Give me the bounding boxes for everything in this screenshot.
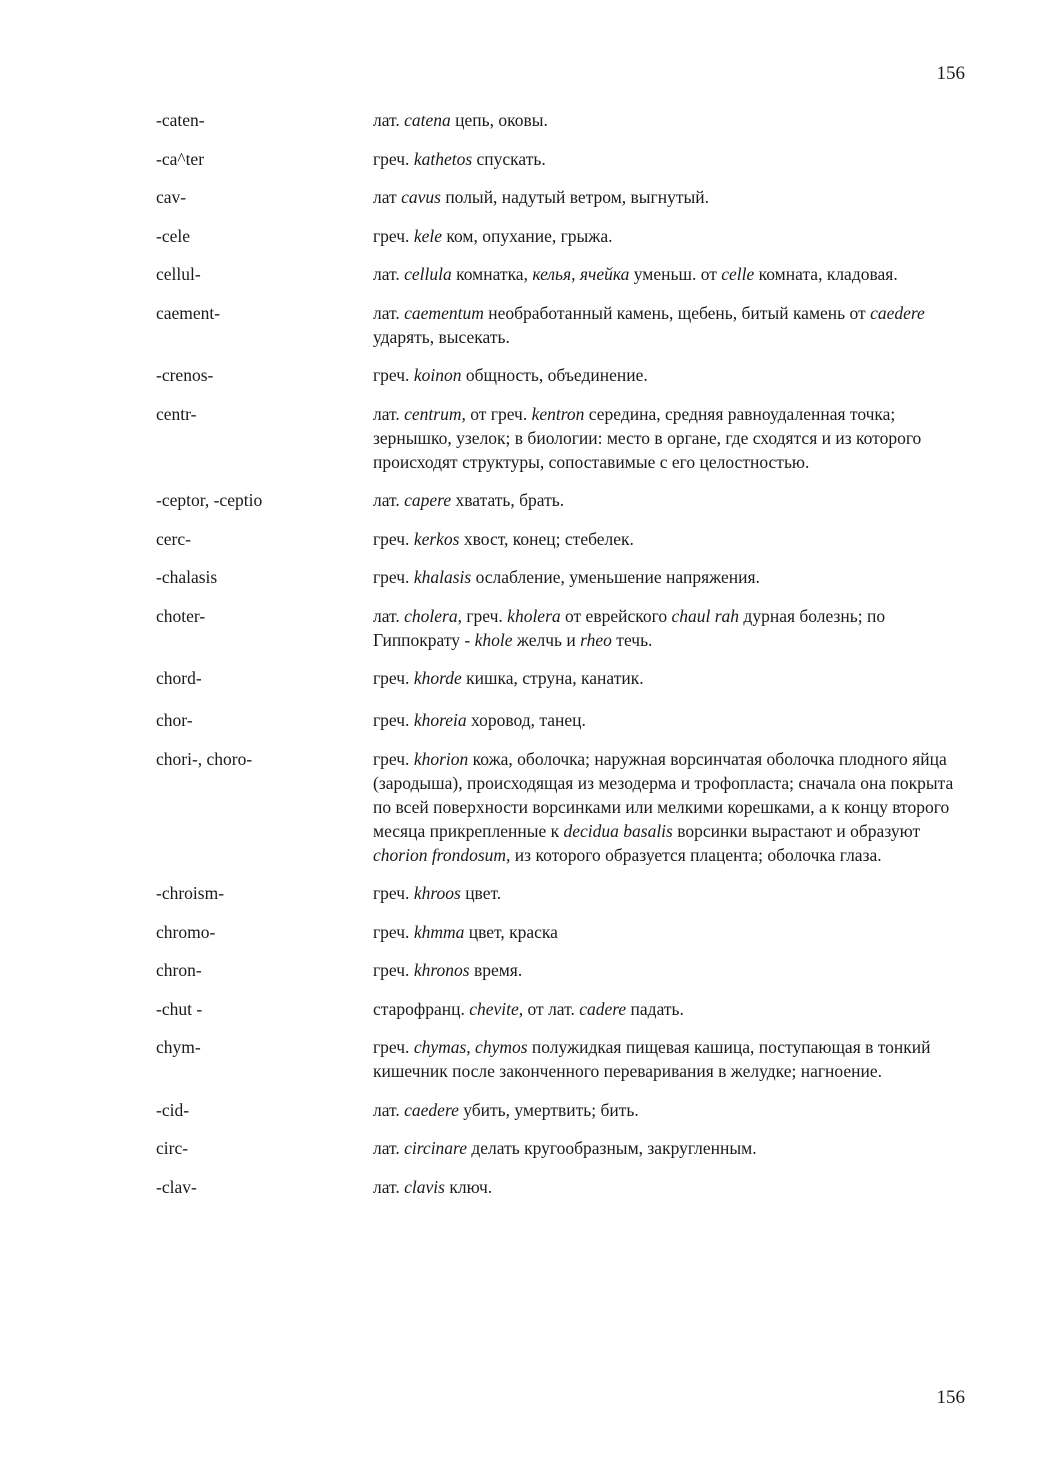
entry-term: -caten-	[156, 110, 205, 130]
entry-term: caement-	[156, 302, 221, 323]
glossary-list	[156, 108, 966, 1213]
definition-text-segment: греч.	[373, 528, 414, 549]
entry-term: cav-	[156, 187, 187, 207]
entry-definition	[373, 108, 966, 132]
glossary-entry	[156, 363, 966, 387]
definition-italic-segment: chymas,	[413, 1037, 471, 1057]
glossary-entry	[156, 224, 966, 248]
definition-italic-segment: cadere	[579, 998, 627, 1019]
definition-text-segment: уменьш. от	[629, 264, 722, 284]
entry-definition	[373, 958, 966, 982]
definition-italic-segment: koinon	[413, 365, 462, 385]
entry-definition	[373, 1175, 966, 1199]
definition-text-segment: ком, опухание, грыжа.	[441, 225, 613, 246]
entry-term: choter-	[156, 605, 206, 626]
definition-italic-segment: khoreia	[413, 710, 467, 730]
definition-text-segment: греч.	[373, 1037, 414, 1057]
definition-text-segment: общность, объединение.	[461, 365, 648, 385]
entry-definition	[373, 997, 966, 1021]
definition-italic-segment: chorion frondosum,	[373, 844, 511, 865]
entry-definition	[373, 747, 966, 867]
definition-text-segment: течь.	[611, 629, 653, 650]
definition-italic-segment: khmma	[413, 921, 465, 942]
glossary-entry	[156, 1035, 966, 1083]
definition-text-segment: из которого образуется плацента; оболочка глаза.	[510, 844, 882, 865]
entry-term: -ca^ter	[156, 148, 205, 169]
definition-text-segment: лат.	[373, 1099, 405, 1120]
definition-text-segment: дурная болезнь; по Гиппократу -	[373, 605, 886, 650]
entry-term: -clav-	[156, 1176, 197, 1197]
glossary-entry	[156, 488, 966, 512]
entry-term: -chalasis	[156, 567, 218, 587]
definition-italic-segment: khorion	[413, 748, 469, 769]
glossary-entry	[156, 402, 966, 474]
entry-definition	[373, 1136, 966, 1160]
definition-text-segment: цвет.	[460, 883, 502, 903]
definition-italic-segment: chaul rah	[671, 605, 740, 626]
glossary-entry	[156, 527, 966, 551]
definition-italic-segment: khroos	[413, 883, 461, 903]
definition-italic-segment: kathetos	[413, 148, 473, 169]
entry-definition	[373, 881, 966, 905]
definition-italic-segment: kele	[413, 225, 442, 246]
definition-text-segment: греч.	[373, 883, 414, 903]
definition-text-segment: лат.	[373, 1138, 405, 1158]
entry-term: circ-	[156, 1138, 189, 1158]
entry-definition	[373, 402, 966, 474]
definition-italic-segment: khronos	[413, 960, 470, 980]
entry-definition	[373, 185, 966, 209]
definition-italic-segment: caementum	[404, 302, 484, 323]
definition-text-segment: старофранц.	[373, 998, 470, 1019]
definition-text-segment: спускать.	[472, 148, 546, 169]
definition-text-segment: хватать, брать.	[451, 490, 565, 510]
glossary-entry	[156, 708, 966, 732]
entry-definition	[373, 565, 966, 589]
glossary-entry	[156, 958, 966, 982]
definition-text-segment: от еврейского	[560, 605, 672, 626]
definition-italic-segment: khalasis	[413, 567, 472, 587]
entry-term: -cid-	[156, 1099, 190, 1120]
entry-term: chori-, choro-	[156, 748, 253, 769]
definition-italic-segment: khorde	[413, 668, 462, 688]
glossary-entry	[156, 920, 966, 944]
glossary-entry	[156, 666, 966, 690]
definition-text-segment: лат	[373, 187, 402, 207]
definition-italic-segment: chevite,	[469, 998, 524, 1019]
definition-text-segment: ослабление, уменьшение напряжения.	[471, 567, 760, 587]
definition-text-segment: время.	[469, 960, 523, 980]
definition-italic-segment: rheo	[580, 629, 612, 650]
entry-definition	[373, 262, 966, 286]
glossary-entry	[156, 1136, 966, 1160]
entry-definition	[373, 1098, 966, 1122]
definition-italic-segment: келья, ячейка	[532, 264, 630, 284]
entry-term: cellul-	[156, 264, 201, 284]
definition-italic-segment: chymos	[475, 1037, 528, 1057]
glossary-entry	[156, 147, 966, 171]
definition-text-segment: ключ.	[444, 1176, 493, 1197]
entry-term: chron-	[156, 960, 202, 980]
definition-text-segment: лат.	[373, 490, 405, 510]
glossary-entry	[156, 301, 966, 349]
definition-text-segment: от греч.	[465, 403, 532, 424]
definition-italic-segment: decidua basalis	[563, 820, 673, 841]
definition-italic-segment: clavis	[404, 1176, 445, 1197]
entry-definition	[373, 147, 966, 171]
entry-term: -cele	[156, 225, 190, 246]
glossary-entry	[156, 565, 966, 589]
entry-term: chord-	[156, 668, 202, 688]
definition-text-segment: необработанный камень, щебень, битый камень от	[483, 302, 871, 323]
entry-definition	[373, 301, 966, 349]
definition-text-segment: лат.	[373, 264, 405, 284]
glossary-entry	[156, 185, 966, 209]
definition-text-segment: лат.	[373, 403, 405, 424]
definition-text-segment: ворсинки вырастают и образуют	[672, 820, 921, 841]
definition-italic-segment: celle	[721, 264, 755, 284]
definition-text-segment: делать кругообразным, закругленным.	[467, 1138, 757, 1158]
entry-definition	[373, 708, 966, 732]
definition-italic-segment: circinare	[404, 1138, 467, 1158]
definition-text-segment: от лат.	[523, 998, 580, 1019]
glossary-entry	[156, 997, 966, 1021]
definition-text-segment: лат.	[373, 605, 405, 626]
entry-definition	[373, 363, 966, 387]
definition-text-segment: убить, умертвить; бить.	[458, 1099, 639, 1120]
definition-text-segment: греч.	[373, 921, 414, 942]
glossary-entry	[156, 604, 966, 652]
entry-definition	[373, 224, 966, 248]
definition-text-segment: лат.	[373, 1176, 405, 1197]
definition-text-segment: полужидкая пищевая кашица, поступающая в тонкий кишечник после законченного переваривания в желудке; нагноение.	[373, 1037, 931, 1081]
glossary-entry	[156, 108, 966, 132]
definition-text-segment: цепь, оковы.	[450, 110, 548, 130]
definition-text-segment: греч.	[373, 225, 414, 246]
definition-italic-segment: catena	[404, 110, 451, 130]
entry-term: -crenos-	[156, 365, 214, 385]
definition-text-segment: хвост, конец; стебелек.	[459, 528, 634, 549]
entry-term: cerc-	[156, 528, 191, 549]
definition-italic-segment: caedere	[404, 1099, 459, 1120]
definition-italic-segment: caedere	[870, 302, 925, 323]
page-number-top: 156	[936, 63, 965, 84]
definition-text-segment: греч.	[373, 365, 414, 385]
definition-text-segment: цвет, краска	[464, 921, 558, 942]
definition-italic-segment: centrum,	[404, 403, 466, 424]
entry-term: -ceptor, -ceptio	[156, 490, 263, 510]
page-number-bottom: 156	[936, 1387, 965, 1408]
entry-term: chor-	[156, 710, 193, 730]
entry-definition	[373, 527, 966, 551]
entry-definition	[373, 1035, 966, 1083]
definition-text-segment: кишка, струна, канатик.	[461, 668, 644, 688]
definition-text-segment: желчь и	[512, 629, 581, 650]
definition-text-segment: комнатка,	[451, 264, 533, 284]
definition-text-segment: кожа, оболочка; наружная ворсинчатая оболочка плодного яйца (зародыша), происходящая из мезодерма и трофопласта; сначала она покрыта по всей поверхности ворсинками или мелкими корешками, а к концу второго месяца прикрепленные к	[373, 748, 954, 841]
definition-text-segment: полый, надутый ветром, выгнутый.	[440, 187, 709, 207]
definition-text-segment: греч.	[373, 148, 414, 169]
definition-text-segment: лат.	[373, 302, 405, 323]
entry-term: -chut -	[156, 998, 203, 1019]
definition-text-segment: ударять, высекать.	[373, 326, 510, 347]
definition-text-segment: лат.	[373, 110, 405, 130]
definition-italic-segment: cholera,	[404, 605, 462, 626]
definition-italic-segment: kentron	[531, 403, 585, 424]
definition-text-segment: хоровод, танец.	[466, 710, 586, 730]
definition-text-segment: греч.	[373, 668, 414, 688]
entry-definition	[373, 666, 966, 690]
definition-italic-segment: kerkos	[413, 528, 460, 549]
definition-text-segment: падать.	[626, 998, 684, 1019]
entry-term: centr-	[156, 403, 197, 424]
definition-italic-segment: capere	[404, 490, 452, 510]
glossary-entry	[156, 1175, 966, 1199]
entry-definition	[373, 604, 966, 652]
entry-term: chromo-	[156, 921, 216, 942]
definition-text-segment: греч.	[373, 748, 414, 769]
definition-text-segment: комната, кладовая.	[754, 264, 898, 284]
glossary-entry	[156, 1098, 966, 1122]
definition-italic-segment: kholera	[507, 605, 561, 626]
entry-definition	[373, 488, 966, 512]
definition-italic-segment: khole	[474, 629, 513, 650]
glossary-entry	[156, 747, 966, 867]
entry-term: -chroism-	[156, 883, 225, 903]
entry-definition	[373, 920, 966, 944]
definition-text-segment: греч.	[373, 960, 414, 980]
definition-text-segment: греч.	[373, 567, 414, 587]
definition-italic-segment: cellula	[404, 264, 452, 284]
entry-term: chym-	[156, 1037, 201, 1057]
glossary-entry	[156, 881, 966, 905]
definition-italic-segment: cavus	[401, 187, 441, 207]
glossary-entry	[156, 262, 966, 286]
definition-text-segment: греч.	[373, 710, 414, 730]
definition-text-segment: греч.	[461, 605, 508, 626]
definition-text-segment: середина, средняя равноудаленная точка; зернышко, узелок; в биологии: место в органе, где сходятся и из которого происходят структуры, сопоставимые с его целостностью.	[373, 403, 922, 472]
